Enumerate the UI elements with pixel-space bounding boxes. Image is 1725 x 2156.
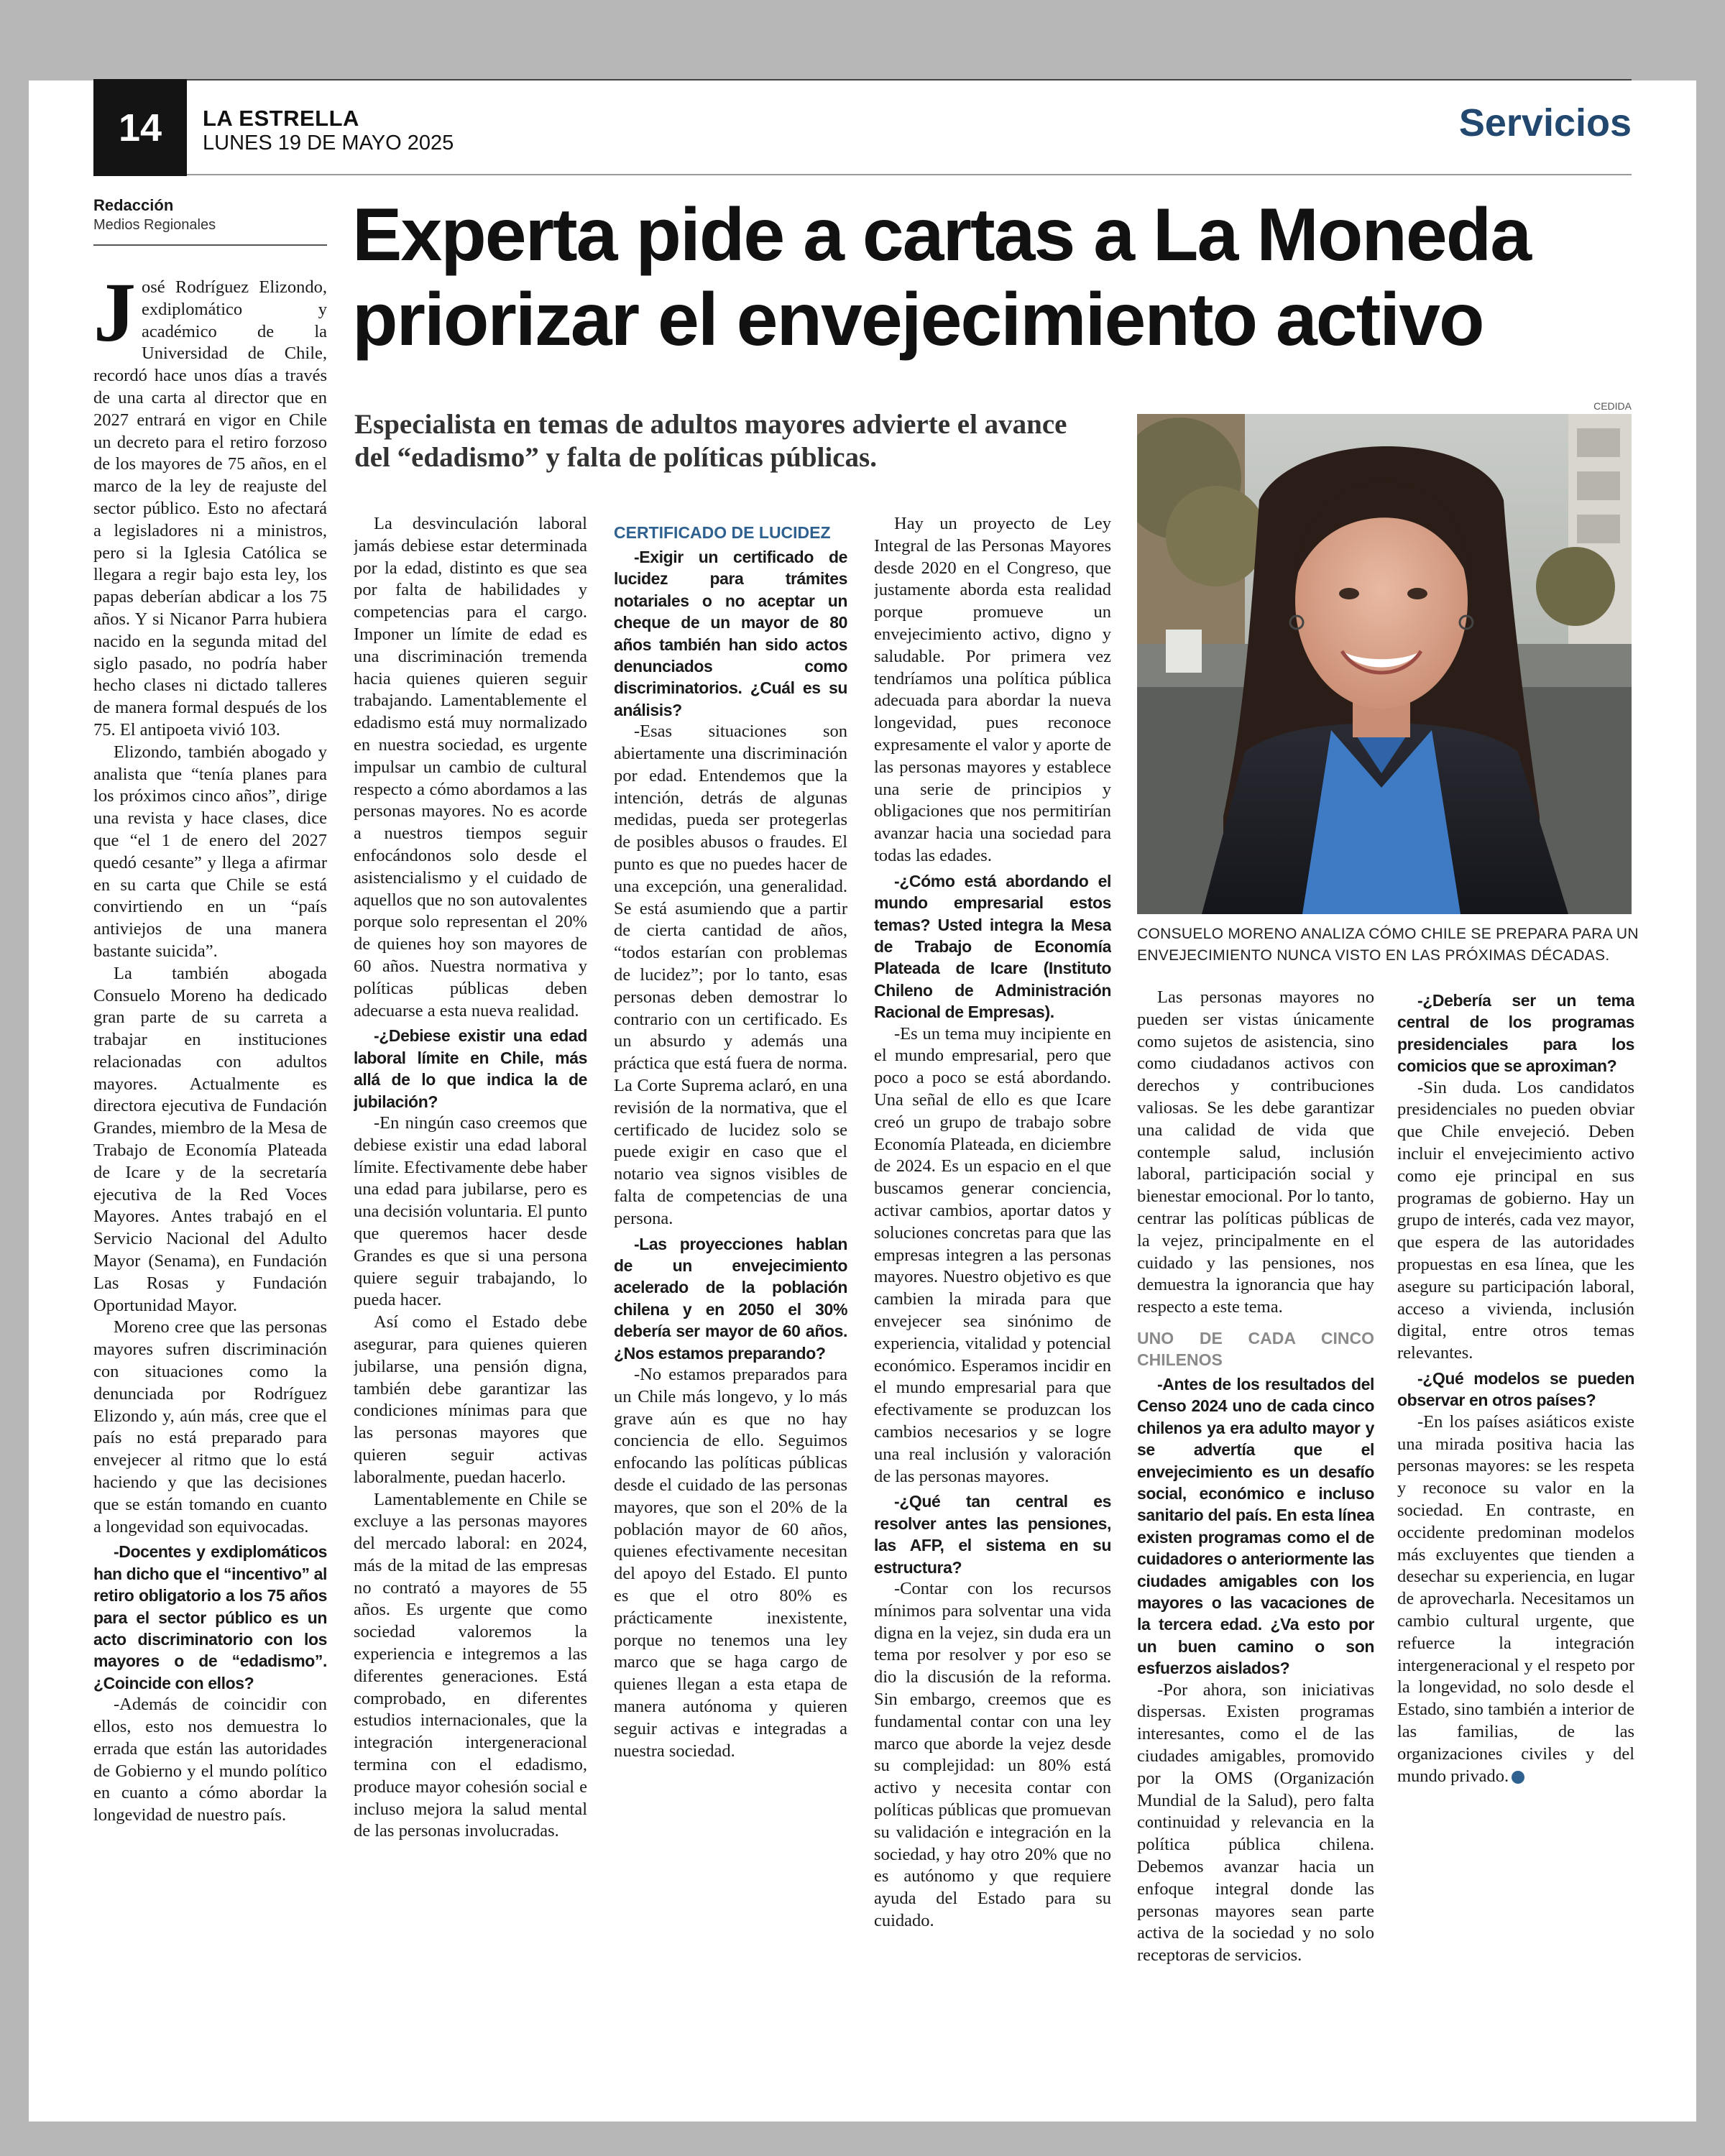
- end-of-article-icon: ✪: [1512, 1771, 1524, 1784]
- interview-question: -¿Qué tan central es resolver antes las pensiones, las AFP, el sistema en su estructura?: [874, 1492, 1111, 1577]
- interview-question: -¿Debería ser un tema central de los programas presidenciales para los comicios que se aproximan?: [1397, 991, 1634, 1076]
- masthead: [203, 106, 454, 155]
- article-column-3: [614, 513, 847, 2083]
- byline-organization: Medios Regionales: [93, 217, 216, 233]
- article-column-1: [93, 277, 327, 2081]
- page-number: 14: [93, 79, 187, 176]
- interview-question: -¿Qué modelos se pueden observar en otros países?: [1397, 1368, 1634, 1410]
- interview-question: -Exigir un certificado de lucidez para trámites notariales o no aceptar un cheque de un mayor de 80 años también han sido actos denunciados como discriminatorios. ¿Cuál es su análisis?: [614, 548, 847, 719]
- article-paragraph: Las personas mayores no pueden ser vistas únicamente como sujetos de asistencia, sino como ciudadanos activos con derechos y contribuciones valiosas. Se les debe garantizar una calidad de vida que contemple salud, inclusión laboral, participación social y bienestar emocional. Por lo tanto, centrar las políticas públicas de la vejez, principalmente en el cuidado y las pensiones, nos demuestra la ignorancia que hay respecto a este tema.: [1137, 987, 1374, 1317]
- subheading-certificado: CERTIFICADO DE LUCIDEZ: [614, 523, 831, 542]
- article-paragraph: Elizondo, también abogado y analista que “tenía planes para los próximos cinco años”, dirige una revista y hace clases, dice que “el 1 de enero del 2027 quedó cesante” y llega a afirmar en su carta que Chile se está convirtiendo en un “país antiviejos de una manera bastante suicida”.: [93, 742, 327, 961]
- article-paragraph: -Contar con los recursos mínimos para solventar una vida digna en la vejez, sin duda era un tema por resolver y por eso se dio la discusión de la reforma. Sin embargo, creemos que es fundamental contar con una ley marco que aborde la vejez desde su complejidad: un 80% está activo y necesita contar con políticas públicas que promuevan su validación e integración en la sociedad, y hay otro 20% que no es autónomo y que requiere ayuda del Estado para su cuidado.: [874, 1578, 1111, 1930]
- header-top-rule: [93, 79, 1632, 80]
- header-bottom-rule: [93, 174, 1632, 175]
- article-column-5: [1137, 987, 1374, 2083]
- article-paragraph: -Por ahora, son iniciativas dispersas. Existen programas interesantes, como el de las ciudades amigables, promovido por la OMS (Organización Mundial de la Salud), pero falta continuidad y relevancia en la política pública chilena. Debemos avanzar hacia un enfoque integral donde las personas mayores sean parte activa de la sociedad y no solo receptoras de servicios.: [1137, 1680, 1374, 1966]
- byline-author: Redacción: [93, 196, 174, 214]
- interview-question: -Antes de los resultados del Censo 2024 uno de cada cinco chilenos ya era adulto mayor y se advertía que el envejecimiento es un desafío social, económico e incluso sanitario del país. En esta línea existen programas como el de cuidadores o anteriormente las ciudades amigables con los mayores o las vacaciones de la tercera edad. ¿Va esto por un buen camino o son esfuerzos aislados?: [1137, 1374, 1374, 1678]
- paper-name: LA ESTRELLA: [203, 106, 359, 131]
- portrait-illustration: [1137, 414, 1632, 914]
- article-paragraph: -En los países asiáticos existe una mirada positiva hacia las personas mayores: se les respeta y reconoce su valor en la sociedad. En contraste, en occidente predominan modelos más excluyentes que tienden a desechar su experiencia, en lugar de aprovecharla. Necesitamos un cambio cultural urgente, que refuerce la integración intergeneracional y el respeto por la longevidad, no solo desde el Estado, sino también a interior de las familias, de las organizaciones civiles y del mundo privado. ✪: [1397, 1411, 1634, 1786]
- article-paragraph: -Es un tema muy incipiente en el mundo empresarial, pero que poco a poco se está abordando. Una señal de ello es que Icare creó un grupo de trabajo sobre Economía Plateada, en diciembre de 2024. Es un espacio en el que buscamos generar conciencia, activar cambios, aportar datos y soluciones concretas para que las empresas integren a las personas mayores. Nuestro objetivo es que cambien la mirada para que envejecer sea sinónimo de experiencia, vitalidad y potencial económico. Esperamos incidir en el mundo empresarial para que efectivamente se produzcan los cambios necesarios y se logre una real inclusión y valoración de las personas mayores.: [874, 1023, 1111, 1486]
- drop-cap: J: [93, 277, 136, 359]
- photo-caption: CONSUELO MORENO ANALIZA CÓMO CHILE SE PREPARA PARA UN ENVEJECIMIENTO NUNCA VISTO EN LAS PRÓXIMAS DÉCADAS.: [1137, 926, 1639, 964]
- byline: [93, 195, 331, 234]
- subheading-uno-de-cada: UNO DE CADA CINCO CHILENOS: [1137, 1328, 1374, 1369]
- headline-line-1: Experta pide a cartas a La Moneda: [352, 193, 1531, 277]
- interview-question: -Docentes y exdiplomáticos han dicho que el “incentivo” al retiro obligatorio a los 75 años para el sector público es un acto discriminatorio con los mayores o de “edadismo”. ¿Coincide con ellos?: [93, 1542, 327, 1692]
- article-paragraph: -Esas situaciones son abiertamente una discriminación por edad. Entendemos que la intención, detrás de algunas medidas, pueda ser protegerlas de posibles abusos o fraudes. El punto es que no puedes hacer de una excepción, una generalidad. Se está asumiendo que a partir de cierta cantidad de años, “todos estarían con problemas de lucidez”; por lo tanto, esas personas deben demostrar lo contrario con un certificado. Es un absurdo y además una práctica que está fuera de norma. La Corte Suprema aclaró, en una revisión de la normativa, que el certificado de lucidez solo se puede exigir en caso que el notario vea signos visibles de falta de competencias de una persona.: [614, 722, 847, 1228]
- article-paragraph: Moreno cree que las personas mayores sufren discriminación con situaciones como la denunciada por Rodríguez Elizondo y, aún más, cree que el país no está preparado para envejecer al ritmo que lo está haciendo y que las decisiones que se están tomando en cuanto a longevidad son equivocadas.: [93, 1317, 327, 1537]
- article-column-6: [1397, 987, 1634, 2083]
- article-paragraph: -No estamos preparados para un Chile más longevo, y lo más grave aún es que no hay conciencia de ello. Seguimos enfocando las políticas públicas desde el cuidado de las personas mayores, que son el 20% de la población mayor de 60 años, quienes efectivamente necesitan del apoyo del Estado. El punto es que el otro 80% es prácticamente inexistente, porque no tenemos una ley marco que se haga cargo de quienes llegan a esta etapa de manera autónoma y quieren seguir activas e integradas a nuestra sociedad.: [614, 1365, 847, 1761]
- article-paragraph: Lamentablemente en Chile se excluye a las personas mayores del mercado laboral: en 2024, más de la mitad de las empresas no contrató a mayores de 55 años. Es urgente que como sociedad valoremos la experiencia e integremos a las diferentes generaciones. Está comprobado, en diferentes estudios internacionales, que la integración intergeneracional termina con el edadismo, produce mayor cohesión social e incluso mejora la salud mental de las personas involucradas.: [354, 1489, 587, 1841]
- article-paragraph: Hay un proyecto de Ley Integral de las Personas Mayores desde 2020 en el Congreso, que justamente aborda esta realidad porque promueve un envejecimiento activo, digno y saludable. Por primera vez tendríamos una política pública adecuada para abordar la nueva longevidad, pues reconoce expresamente el valor y aporte de las personas mayores y establece una serie de principios y obligaciones que nos permitirían avanzar hacia una sociedad para todas las edades.: [874, 514, 1111, 865]
- subheadline: Especialista en temas de adultos mayores advierte el avance del “edadismo” y falta de políticas públicas.: [354, 409, 1067, 473]
- article-photo: [1137, 414, 1632, 914]
- interview-question: -¿Cómo está abordando el mundo empresarial estos temas? Usted integra la Mesa de Trabajo de Economía Plateada de Icare (Instituto Chileno de Administración Racional de Empresas).: [874, 871, 1111, 1022]
- article-paragraph: -En ningún caso creemos que debiese existir una edad laboral límite. Efectivamente debe haber una edad para jubilarse, pero es una decisión voluntaria. El punto que queremos hacer desde Grandes es que si una persona quiere seguir trabajando, lo pueda hacer.: [354, 1112, 587, 1310]
- article-paragraph: -Sin duda. Los candidatos presidenciales no pueden obviar que Chile envejeció. Deben incluir el envejecimiento activo como eje principal en sus programas de gobierno. Hay un grupo de interés, cada vez mayor, que espera de las autoridades propuestas en esa línea, que les asegure su participación laboral, acceso a vivienda, inclusión digital, entre otros temas relevantes.: [1397, 1077, 1634, 1363]
- article-column-2: [354, 513, 587, 2083]
- article-paragraph: La también abogada Consuelo Moreno ha dedicado gran parte de su carreta a trabajar en instituciones relacionadas con adultos mayores. Actualmente es directora ejecutiva de Fundación Grandes, miembro de la Mesa de Trabajo de Economía Plateada de Icare y de la secretaría ejecutiva de la Red Voces Mayores. Antes trabajó en el Servicio Nacional del Adulto Mayor (Senama), en Fundación Las Rosas y Fundación Oportunidad Mayor.: [93, 963, 327, 1315]
- article-paragraph: Así como el Estado debe asegurar, para quienes quieren jubilarse, una pensión digna, también debe garantizar las condiciones mínimas para que las personas mayores que quieren seguir activas laboralmente, puedan hacerlo.: [354, 1312, 587, 1487]
- article-paragraph: José Rodríguez Elizondo, exdiplomático y académico de la Universidad de Chile, recordó hace unos días a través de una carta al director que en 2027 entrará en vigor en Chile un decreto para el retiro forzoso de los mayores de 75 años, en el marco de la ley de reajuste del sector público. Esto no afectará a legisladores ni a ministros, pero si la Iglesia Católica se llegara a regir bajo esta ley, los papas deberían abdicar a los 75 años. Y si Nicanor Parra hubiera nacido en la segunda mitad del siglo pasado, no podría haber hecho clases ni dictado talleres de manera formal después de los 75. El antipoeta vivió 103.: [93, 277, 327, 740]
- interview-question: -Las proyecciones hablan de un envejecimiento acelerado de la población chilena y en 2050 el 30% debería ser mayor de 60 años. ¿Nos estamos preparando?: [614, 1234, 847, 1363]
- section-title: Servicios: [1458, 101, 1632, 144]
- issue-date: LUNES 19 DE MAYO 2025: [203, 132, 454, 155]
- byline-rule: [93, 244, 327, 246]
- headline-line-2: priorizar el envejecimiento activo: [352, 278, 1484, 361]
- article-column-4: [874, 513, 1111, 2083]
- article-paragraph: -Además de coincidir con ellos, esto nos demuestra lo errada que están las autoridades de Gobierno y el mundo político en cuanto a cómo abordar la longevidad de nuestro país.: [93, 1695, 327, 1825]
- interview-question: -¿Debiese existir una edad laboral límite en Chile, más allá de lo que indica la de jubilación?: [354, 1026, 587, 1111]
- headline: [352, 193, 1646, 362]
- photo-credit: CEDIDA: [1593, 400, 1632, 412]
- article-paragraph: La desvinculación laboral jamás debiese estar determinada por la edad, distinto es que sea por falta de habilidades y competencias para el cargo. Imponer un límite de edad es una discriminación tremenda hacia quienes quieren seguir trabajando. Lamentablemente el edadismo está muy normalizado en nuestra sociedad, es urgente impulsar un cambio de cultural respecto a cómo abordamos a las personas mayores. No es acorde a nuestros tiempos seguir enfocándonos solo desde el asistencialismo y el cuidado de aquellos que no son autovalentes porque solo representan el 20% de quienes hoy son mayores de 60 años. Nuestra normativa y políticas públicas deben adecuarse a esta nueva realidad.: [354, 514, 587, 1021]
